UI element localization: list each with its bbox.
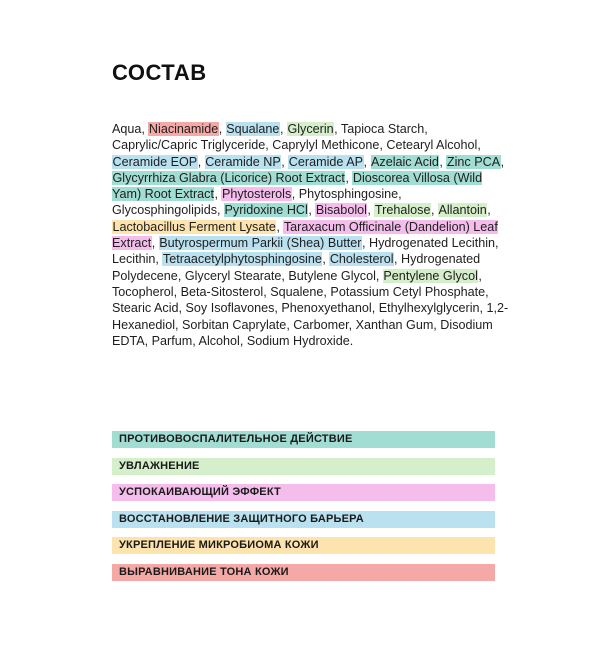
highlighted-ingredient: Cholesterol: [329, 252, 394, 267]
page-title: СОСТАВ: [112, 60, 207, 85]
ingredient-text: ,: [218, 122, 226, 136]
highlighted-ingredient: Glycerin: [287, 122, 334, 136]
ingredient-text: , Tapioca Starch, Caprylic/Capric Triglyceride, Caprylyl Methicone, Cetearyl Alcohol,: [112, 122, 481, 153]
ingredient-text: ,: [367, 203, 375, 218]
ingredient-text: ,: [430, 203, 438, 218]
legend-item: ВЫРАВНИВАНИЕ ТОНА КОЖИ: [112, 564, 495, 581]
ingredient-text: , Phytosphingosine, Glycosphingolipids,: [112, 187, 402, 218]
highlighted-ingredient: Niacinamide: [148, 122, 219, 136]
highlighted-ingredient: Dioscorea Villosa (Wild Yam) Root Extract: [112, 170, 483, 202]
ingredient-text: ,: [151, 236, 159, 251]
ingredient-text: ,: [363, 154, 371, 169]
ingredient-text: , Tocopherol, Beta-Sitosterol, Squalene, Potassium Cetyl Phosphate, Stearic Acid, Soy Isoflavones, Phenoxyethanol, Ethylhexylglycerin, 1,2-Hexanediol, Sorbitan Caprylate, Carbomer, Xanthan Gum, Disodium EDTA, Parfum, Alcohol, Sodium Hydroxide.: [112, 268, 509, 348]
highlighted-ingredient: Azelaic Acid: [371, 154, 439, 169]
highlighted-ingredient: Butyrospermum Parkii (Shea) Butter: [159, 236, 362, 251]
highlighted-ingredient: Squalane: [226, 122, 280, 136]
highlighted-ingredient: Bisabolol: [315, 203, 367, 218]
highlighted-ingredient: Pyridoxine HCl: [224, 203, 308, 218]
ingredient-text: ,: [214, 187, 222, 202]
ingredient-text: ,: [308, 203, 316, 218]
legend-item: ПРОТИВОВОСПАЛИТЕЛЬНОЕ ДЕЙСТВИЕ: [112, 431, 495, 448]
highlighted-ingredient: Lactobacillus Ferment Lysate: [112, 219, 276, 234]
highlighted-ingredient: Taraxacum Officinale (Dandelion) Leaf Extract: [112, 219, 498, 251]
ingredient-text: ,: [197, 154, 205, 169]
ingredient-text: , Hydrogenated Polydecene, Glyceryl Stearate, Butylene Glycol,: [112, 252, 481, 283]
highlighted-ingredient: Ceramide AP: [288, 154, 363, 169]
ingredient-text: ,: [439, 154, 447, 169]
legend-item: УСПОКАИВАЮЩИЙ ЭФФЕКТ: [112, 484, 495, 501]
ingredient-text: ,: [276, 219, 284, 234]
legend-item: УВЛАЖНЕНИЕ: [112, 458, 495, 475]
ingredient-text: ,: [487, 203, 491, 218]
ingredient-text: , Hydrogenated Lecithin, Lecithin,: [112, 236, 499, 267]
ingredient-text: ,: [322, 252, 330, 267]
highlighted-ingredient: Trehalose: [374, 203, 431, 218]
ingredient-text: ,: [279, 122, 287, 136]
legend: [112, 431, 495, 590]
ingredient-text: ,: [281, 154, 289, 169]
legend-item: ВОССТАНОВЛЕНИЕ ЗАЩИТНОГО БАРЬЕРА: [112, 511, 495, 528]
highlighted-ingredient: Pentylene Glycol: [383, 268, 478, 283]
legend-item: УКРЕПЛЕНИЕ МИКРОБИОМА КОЖИ: [112, 537, 495, 554]
highlighted-ingredient: Zinc PCA: [446, 154, 501, 169]
highlighted-ingredient: Ceramide NP: [205, 154, 281, 169]
ingredient-text: Aqua,: [112, 122, 149, 136]
ingredients-list: [112, 121, 512, 349]
highlighted-ingredient: Glycyrrhiza Glabra (Licorice) Root Extract: [112, 170, 345, 185]
highlighted-ingredient: Ceramide EOP: [112, 154, 198, 169]
highlighted-ingredient: Phytosterols: [221, 187, 292, 202]
ingredient-text: ,: [345, 170, 353, 185]
ingredient-text: ,: [500, 154, 505, 169]
highlighted-ingredient: Allantoin: [438, 203, 487, 218]
highlighted-ingredient: Tetraacetylphytosphingosine: [162, 252, 322, 267]
